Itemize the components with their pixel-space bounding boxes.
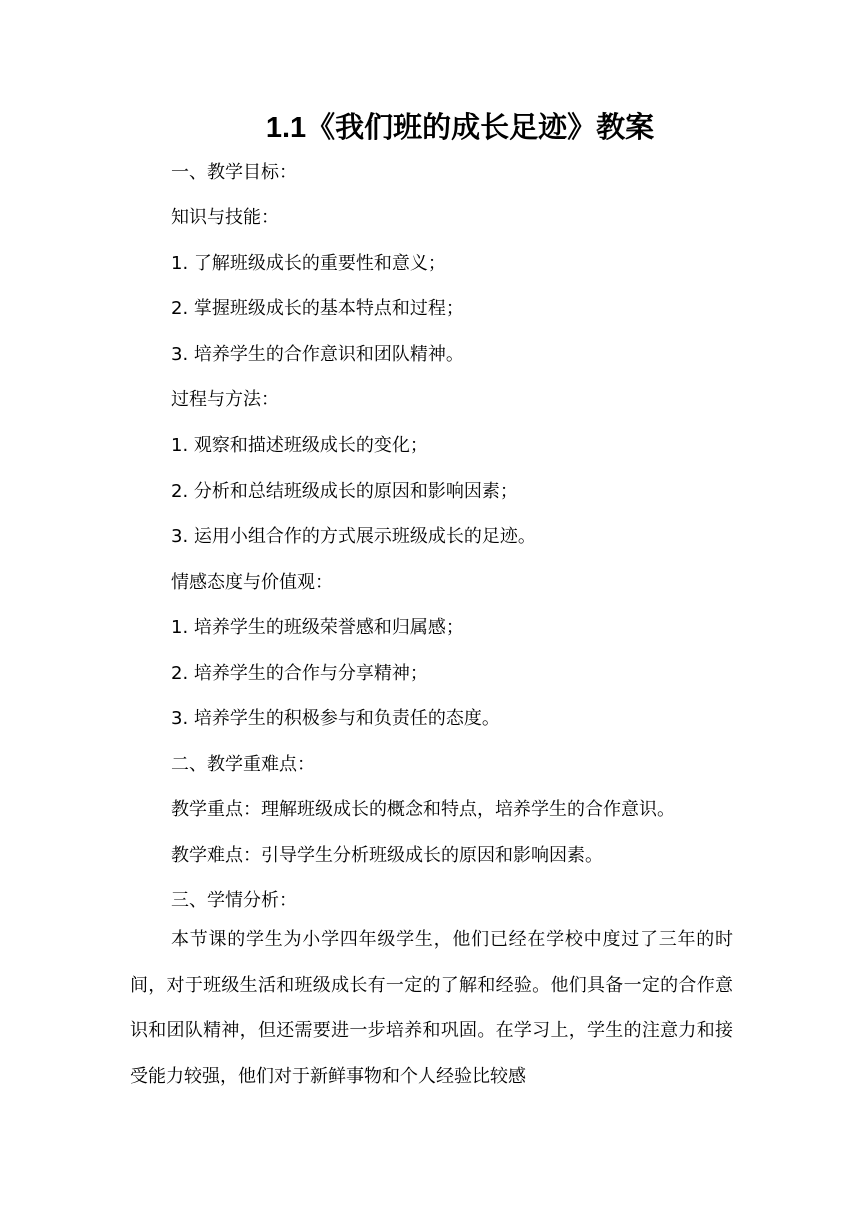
list-item: 3. 培养学生的合作意识和团队精神。 — [171, 344, 464, 365]
subheading-knowledge-skills: 知识与技能： — [171, 207, 279, 228]
list-item: 2. 分析和总结班级成长的原因和影响因素； — [171, 481, 518, 502]
list-item: 3. 培养学生的积极参与和负责任的态度。 — [171, 708, 500, 729]
section-heading-objectives: 一、教学目标： — [171, 162, 297, 183]
list-item: 1. 了解班级成长的重要性和意义； — [171, 253, 446, 274]
section-heading-key-points: 二、教学重难点： — [171, 754, 315, 775]
list-item: 1. 培养学生的班级荣誉感和归属感； — [171, 617, 464, 638]
body-paragraph: 本节课的学生为小学四年级学生，他们已经在学校中度过了三年的时间，对于班级生活和班级成长有一定的了解和经验。他们具备一定的合作意识和团队精神，但还需要进一步培养和巩固。在学习上，学生的注意力和接受能力较强，他们对于新鲜事物和个人经验比较感 — [130, 929, 733, 1087]
list-item: 2. 掌握班级成长的基本特点和过程； — [171, 298, 464, 319]
subheading-process-methods: 过程与方法： — [171, 389, 279, 410]
list-item: 1. 观察和描述班级成长的变化； — [171, 435, 428, 456]
document-title: 1.1《我们班的成长足迹》教案 — [265, 112, 655, 144]
list-item: 3. 运用小组合作的方式展示班级成长的足迹。 — [171, 526, 536, 547]
key-point-text: 教学重点：理解班级成长的概念和特点，培养学生的合作意识。 — [171, 799, 675, 820]
list-item: 2. 培养学生的合作与分享精神； — [171, 663, 428, 684]
difficult-point-text: 教学难点：引导学生分析班级成长的原因和影响因素。 — [171, 845, 603, 866]
section-heading-student-analysis: 三、学情分析： — [171, 890, 297, 911]
subheading-attitudes-values: 情感态度与价值观： — [171, 572, 333, 593]
